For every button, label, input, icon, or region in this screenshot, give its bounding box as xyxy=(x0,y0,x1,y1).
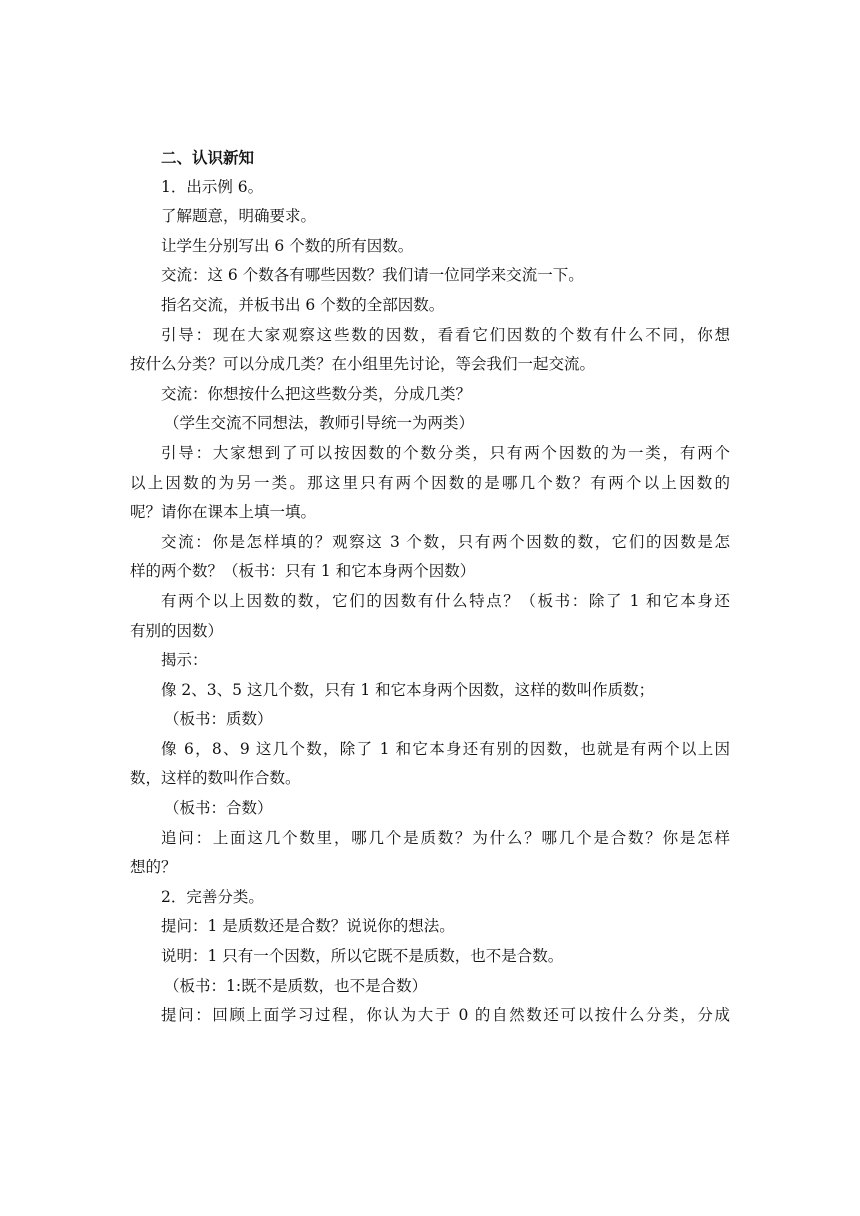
paragraph-line: 有两个以上因数的数，它们的因数有什么特点？（板书：除了 1 和它本身还 xyxy=(161,591,730,610)
paragraph-line: 按什么分类？可以分成几类？在小组里先讨论，等会我们一起交流。 xyxy=(130,355,596,374)
paragraph-line: 提问：回顾上面学习过程，你认为大于 0 的自然数还可以按什么分类，分成 xyxy=(161,1006,730,1025)
paragraph-line: 以上因数的为另一类。那这里只有两个因数的是哪几个数？有两个以上因数的 xyxy=(130,473,730,492)
paragraph-line: （板书：合数） xyxy=(164,799,273,818)
paragraph-line: 像 2、3、5 这几个数，只有 1 和它本身两个因数，这样的数叫作质数； xyxy=(161,680,655,699)
section-heading: 二、认识新知 xyxy=(161,148,255,167)
paragraph-line: 像 6，8、9 这几个数，除了 1 和它本身还有别的因数，也就是有两个以上因 xyxy=(161,739,730,758)
paragraph-line: 交流：你想按什么把这些数分类，分成几类？ xyxy=(161,384,472,403)
paragraph-line: 揭示： xyxy=(161,651,208,670)
paragraph-line: 引导：现在大家观察这些数的因数，看看它们因数的个数有什么不同，你想 xyxy=(161,325,730,344)
paragraph-line: 交流：你是怎样填的？观察这 3 个数，只有两个因数的数，它们的因数是怎 xyxy=(161,532,730,551)
paragraph-line: （板书：质数） xyxy=(164,710,273,729)
paragraph-line: （板书：1:既不是质数，也不是合数） xyxy=(164,976,428,995)
paragraph-line: 了解题意，明确要求。 xyxy=(161,207,317,226)
paragraph-line: 1．出示例 6。 xyxy=(161,177,264,196)
paragraph-line: 交流：这 6 个数各有哪些因数？我们请一位同学来交流一下。 xyxy=(161,266,584,285)
paragraph-line: 有别的因数） xyxy=(130,621,224,640)
paragraph-line: 提问：1 是质数还是合数？说说你的想法。 xyxy=(161,917,455,936)
document-body xyxy=(130,143,730,1031)
paragraph-line: 追问：上面这几个数里，哪几个是质数？为什么？哪几个是合数？你是怎样 xyxy=(161,828,730,847)
paragraph-line: 让学生分别写出 6 个数的所有因数。 xyxy=(161,236,414,255)
paragraph-line: 指名交流，并板书出 6 个数的全部因数。 xyxy=(161,295,445,314)
paragraph-line: 想的？ xyxy=(130,858,177,877)
paragraph-line: 引导：大家想到了可以按因数的个数分类，只有两个因数的为一类，有两个 xyxy=(161,443,730,462)
paragraph-line: 说明：1 只有一个因数，所以它既不是质数，也不是合数。 xyxy=(161,947,564,966)
paragraph-line: 样的两个数？（板书：只有 1 和它本身两个因数） xyxy=(130,562,476,581)
paragraph-line: 呢？请你在课本上填一填。 xyxy=(130,503,317,522)
paragraph-line: 数，这样的数叫作合数。 xyxy=(130,769,301,788)
paragraph-line: （学生交流不同想法，教师引导统一为两类） xyxy=(164,414,475,433)
section-heading: 2．完善分类。 xyxy=(161,887,264,906)
